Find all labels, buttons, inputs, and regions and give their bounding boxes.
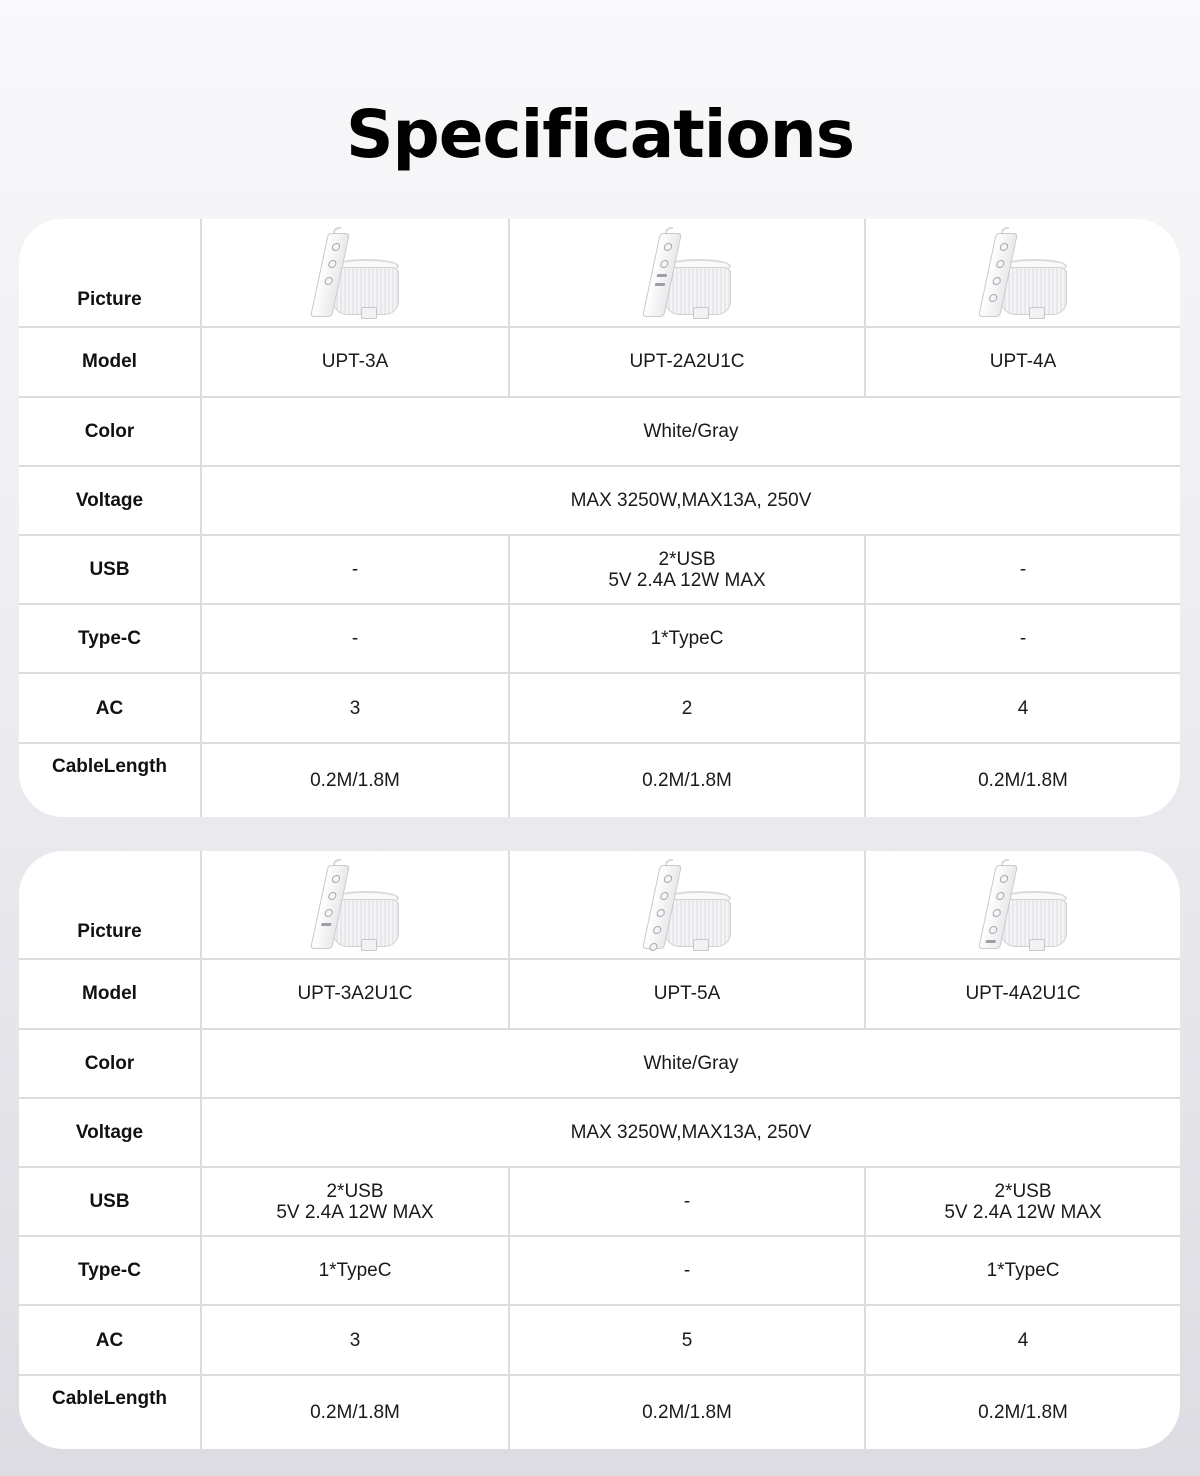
cable-length-value: 0.2M/1.8M (201, 743, 509, 817)
cable-length-value: 0.2M/1.8M (865, 743, 1180, 817)
usb-label: USB (19, 1167, 201, 1236)
power-strip-icon (973, 223, 1073, 323)
usb-label: USB (19, 535, 201, 604)
voltage-value: MAX 3250W,MAX13A, 250V (201, 1098, 1180, 1167)
ac-value: 3 (201, 1305, 509, 1374)
typec-value: - (865, 604, 1180, 673)
cable-length-value: 0.2M/1.8M (509, 1375, 865, 1449)
ac-row (19, 1305, 1180, 1374)
picture-row (19, 219, 1180, 327)
cable-length-row (19, 1375, 1180, 1449)
typec-row (19, 1236, 1180, 1305)
usb-value: 2*USB 5V 2.4A 12W MAX (509, 535, 865, 604)
usb-value: - (509, 1167, 865, 1236)
model-row (19, 327, 1180, 396)
ac-value: 4 (865, 673, 1180, 742)
product-picture-cell (201, 219, 509, 327)
product-picture-cell (865, 851, 1180, 959)
ac-label: AC (19, 673, 201, 742)
typec-value: 1*TypeC (509, 604, 865, 673)
color-label: Color (19, 1029, 201, 1098)
voltage-row (19, 1098, 1180, 1167)
usb-value: 2*USB 5V 2.4A 12W MAX (865, 1167, 1180, 1236)
typec-label: Type-C (19, 604, 201, 673)
ac-value: 2 (509, 673, 865, 742)
cable-length-value: 0.2M/1.8M (865, 1375, 1180, 1449)
ac-value: 4 (865, 1305, 1180, 1374)
usb-value: 2*USB 5V 2.4A 12W MAX (201, 1167, 509, 1236)
model-value: UPT-4A (865, 327, 1180, 396)
usb-row (19, 1167, 1180, 1236)
model-value: UPT-3A2U1C (201, 959, 509, 1028)
cable-length-value: 0.2M/1.8M (201, 1375, 509, 1449)
typec-row (19, 604, 1180, 673)
usb-value: - (865, 535, 1180, 604)
ac-row (19, 673, 1180, 742)
color-row (19, 397, 1180, 466)
cable-length-label: CableLength (19, 1375, 201, 1449)
model-row (19, 959, 1180, 1028)
ac-value: 5 (509, 1305, 865, 1374)
page-title: Specifications (345, 96, 855, 173)
power-strip-icon (305, 855, 405, 955)
color-row (19, 1029, 1180, 1098)
power-strip-icon (305, 223, 405, 323)
typec-value: - (509, 1236, 865, 1305)
color-value: White/Gray (201, 397, 1180, 466)
ac-value: 3 (201, 673, 509, 742)
cable-length-row (19, 743, 1180, 817)
power-strip-icon (637, 223, 737, 323)
picture-row (19, 851, 1180, 959)
cable-length-value: 0.2M/1.8M (509, 743, 865, 817)
typec-value: 1*TypeC (865, 1236, 1180, 1305)
model-value: UPT-4A2U1C (865, 959, 1180, 1028)
spec-card-2 (19, 851, 1180, 1449)
power-strip-icon (637, 855, 737, 955)
model-value: UPT-3A (201, 327, 509, 396)
voltage-value: MAX 3250W,MAX13A, 250V (201, 466, 1180, 535)
picture-label: Picture (19, 219, 201, 327)
typec-value: 1*TypeC (201, 1236, 509, 1305)
product-picture-cell (509, 219, 865, 327)
model-label: Model (19, 327, 201, 396)
ac-label: AC (19, 1305, 201, 1374)
voltage-row (19, 466, 1180, 535)
spec-table-1 (19, 219, 1180, 817)
color-label: Color (19, 397, 201, 466)
voltage-label: Voltage (19, 466, 201, 535)
product-picture-cell (865, 219, 1180, 327)
usb-row (19, 535, 1180, 604)
product-picture-cell (201, 851, 509, 959)
color-value: White/Gray (201, 1029, 1180, 1098)
voltage-label: Voltage (19, 1098, 201, 1167)
typec-value: - (201, 604, 509, 673)
product-picture-cell (509, 851, 865, 959)
power-strip-icon (973, 855, 1073, 955)
spec-table-2 (19, 851, 1180, 1449)
picture-label: Picture (19, 851, 201, 959)
cable-length-label: CableLength (19, 743, 201, 817)
model-value: UPT-5A (509, 959, 865, 1028)
typec-label: Type-C (19, 1236, 201, 1305)
usb-value: - (201, 535, 509, 604)
model-label: Model (19, 959, 201, 1028)
model-value: UPT-2A2U1C (509, 327, 865, 396)
spec-card-1 (19, 219, 1180, 817)
